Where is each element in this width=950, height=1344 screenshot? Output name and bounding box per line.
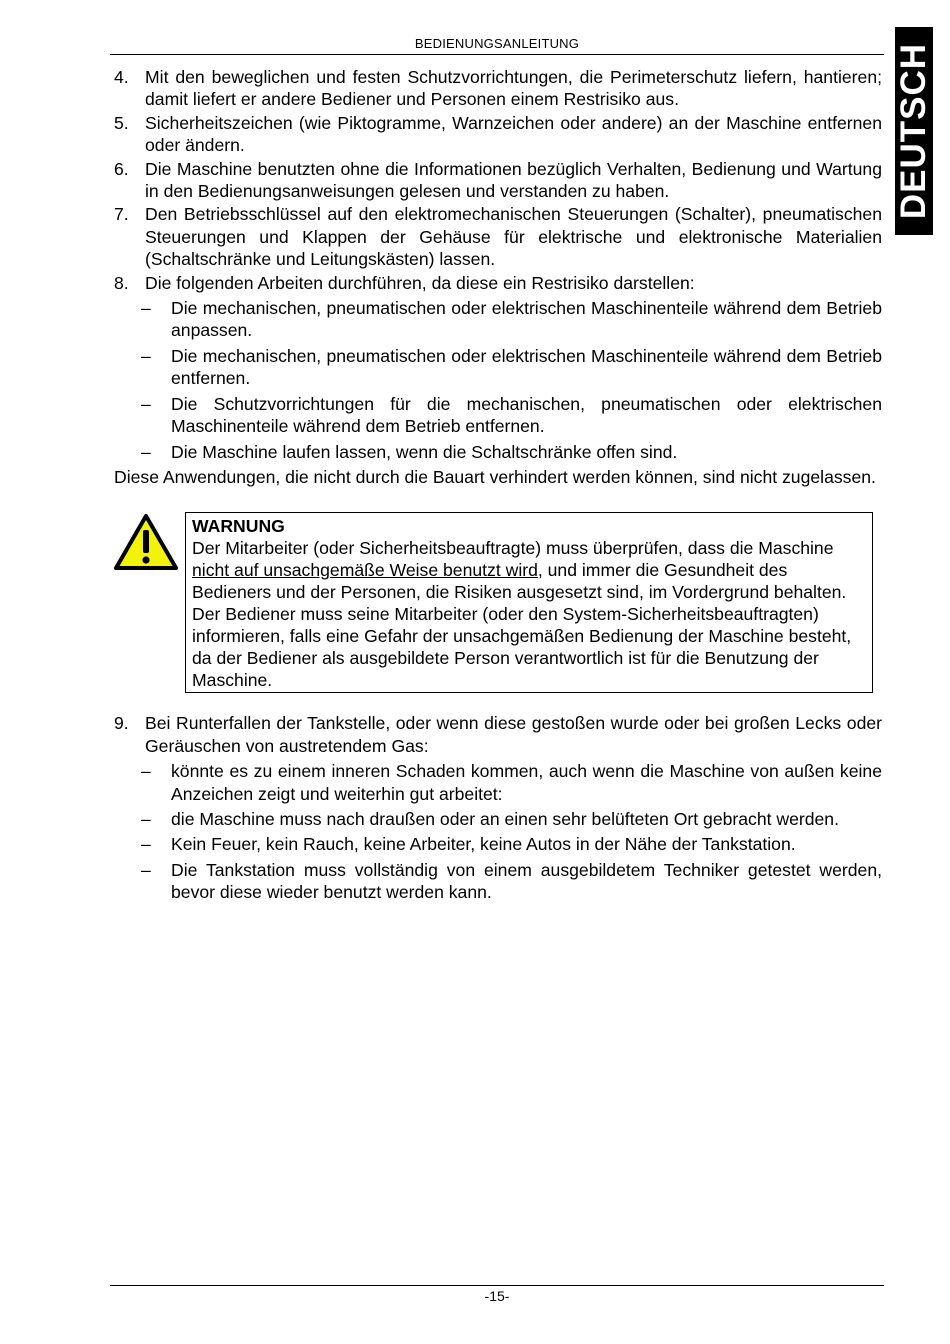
warning-box xyxy=(185,512,873,693)
item-text: Bei Runterfallen der Tankstelle, oder wenn diese gestoßen wurde oder bei großen Lecks oder Geräuschen von austretendem Gas: xyxy=(145,713,882,756)
item-number: 7. xyxy=(114,204,129,225)
header-rule xyxy=(110,54,884,55)
item-number: 9. xyxy=(114,713,129,734)
sub-item xyxy=(114,345,882,390)
dash-bullet: – xyxy=(141,298,151,319)
closing-paragraph: Diese Anwendungen, die nicht durch die Bauart verhindert werden können, sind nicht zugelassen. xyxy=(114,466,876,487)
dash-bullet: – xyxy=(141,834,151,855)
sub-item-text: Die mechanischen, pneumatischen oder elektrischen Maschinenteile während dem Betrieb anpassen. xyxy=(171,298,882,341)
sub-item-text: Die mechanischen, pneumatischen oder elektrischen Maschinenteile während dem Betrieb entfernen. xyxy=(171,345,882,389)
list-item-9 xyxy=(114,712,882,757)
sub-item xyxy=(114,393,882,438)
warning-section xyxy=(114,512,882,712)
warning-triangle-icon xyxy=(114,514,178,570)
item-text: Mit den beweglichen und festen Schutzvorrichtungen, die Perimeterschutz liefern, hantieren; damit liefert er andere Bediener und Personen einem Restrisiko aus. xyxy=(145,67,882,110)
list-item-5 xyxy=(114,112,882,157)
page-number: -15- xyxy=(484,1288,510,1304)
sub-item xyxy=(114,808,882,830)
item-text: Sicherheitszeichen (wie Piktogramme, Warnzeichen oder andere) an der Maschine entfernen oder ändern. xyxy=(145,112,882,156)
sub-item-text: Kein Feuer, kein Rauch, keine Arbeiter, keine Autos in der Nähe der Tankstation. xyxy=(171,834,796,855)
list-item-7 xyxy=(114,203,882,270)
item-number: 4. xyxy=(114,67,129,87)
item-text: Den Betriebsschlüssel auf den elektromechanischen Steuerungen (Schalter), pneumatischen Steuerungen und Klappen der Gehäuse für elektrische und elektronische Materialien (Schaltschränke und Leitungskästen) lassen. xyxy=(145,204,882,270)
dash-bullet: – xyxy=(141,441,151,462)
sub-item xyxy=(114,859,882,904)
list-item-6 xyxy=(114,158,882,203)
sub-item-text: könnte es zu einem inneren Schaden kommen, auch wenn die Maschine von außen keine Anzeichen zeigt und weiterhin gut arbeitet: xyxy=(171,761,882,804)
sub-item xyxy=(114,833,882,855)
dash-bullet: – xyxy=(141,393,151,414)
list-item-8 xyxy=(114,272,882,294)
item-number: 6. xyxy=(114,158,129,179)
warning-underlined-text: nicht auf unsachgemäße Weise benutzt wird xyxy=(192,560,538,581)
footer-rule xyxy=(110,1285,884,1286)
warning-paragraph-1 xyxy=(192,537,866,603)
warning-text: , und immer die Gesundheit des Bedieners und der Personen, die Risiken ausgesetzt sind, im Vordergrund behalten. xyxy=(192,560,847,603)
item-number: 8. xyxy=(114,272,129,293)
sub-item-text: Die Schutzvorrichtungen für die mechanischen, pneumatischen oder elektrischen Maschinenteile während dem Betrieb entfernen. xyxy=(171,393,882,437)
sub-item-text: Die Tankstation muss vollständig von einem ausgebildetem Techniker getestet werden, bevor diese wieder benutzt werden kann. xyxy=(171,859,882,903)
page-header-title: BEDIENUNGSANLEITUNG xyxy=(414,36,580,51)
sub-item-text: Die Maschine laufen lassen, wenn die Schaltschränke offen sind. xyxy=(171,441,678,462)
warning-paragraph-2: Der Bediener muss seine Mitarbeiter (oder den System-Sicherheitsbeauftragten) informieren, falls eine Gefahr der unsachgemäßen Bedienung der Maschine besteht, da der Bediener als ausgebildete Person verantwortlich ist für die Benutzung der Maschine. xyxy=(192,604,852,691)
list-item-4 xyxy=(114,66,882,111)
dash-bullet: – xyxy=(141,808,151,829)
language-side-tab xyxy=(895,27,933,235)
item-text: Die folgenden Arbeiten durchführen, da diese ein Restrisiko darstellen: xyxy=(145,272,695,293)
sub-item xyxy=(114,297,882,342)
dash-bullet: – xyxy=(141,761,151,782)
language-tab-label: DEUTSCH xyxy=(894,42,933,220)
dash-bullet: – xyxy=(141,345,151,366)
item-number: 5. xyxy=(114,112,129,133)
sub-item-text: die Maschine muss nach draußen oder an einen sehr belüfteten Ort gebracht werden. xyxy=(171,808,839,829)
sub-item xyxy=(114,760,882,805)
dash-bullet: – xyxy=(141,859,151,880)
warning-text: Der Mitarbeiter (oder Sicherheitsbeauftragte) muss überprüfen, dass die Maschine xyxy=(192,538,834,559)
document-body xyxy=(114,66,882,904)
item-text: Die Maschine benutzten ohne die Informationen bezüglich Verhalten, Bedienung und Wartung in den Bedienungsanweisungen gelesen und verstanden zu haben. xyxy=(145,158,882,202)
sub-item xyxy=(114,441,882,463)
warning-title: WARNUNG xyxy=(192,516,285,537)
